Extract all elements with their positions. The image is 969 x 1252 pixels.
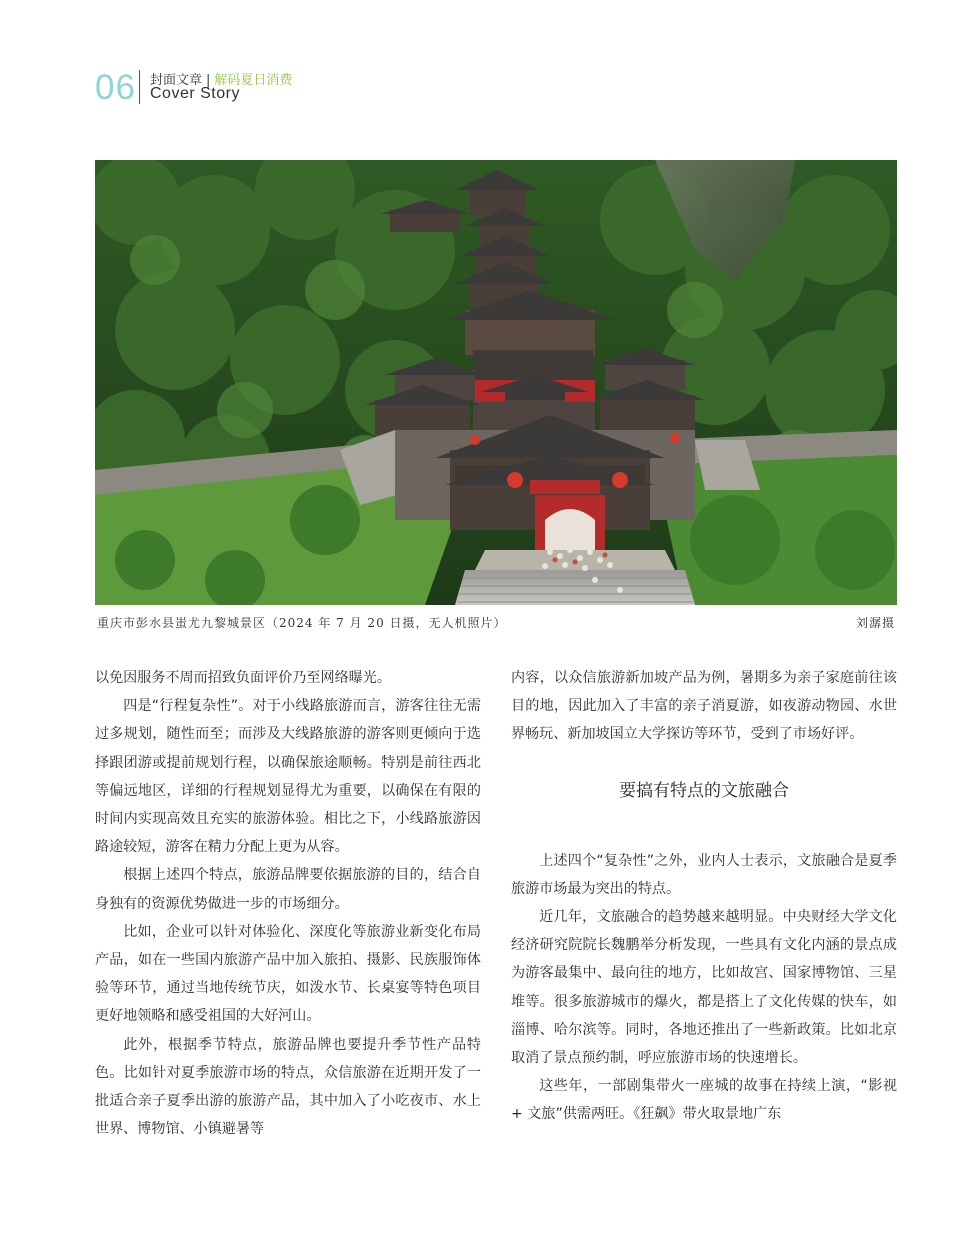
- paragraph: 此外，根据季节特点，旅游品牌也要提升季节性产品特色。比如针对夏季旅游市场的特点，众信旅游在近期开发了一批适合亲子夏季出游的旅游产品，其中加入了小吃夜市、水上世界、博物馆、小镇避暑等: [95, 1036, 481, 1138]
- red-gate: [535, 495, 605, 555]
- paragraph: 上述四个“复杂性”之外，业内人士表示，文旅融合是夏季旅游市场最为突出的特点。: [511, 852, 897, 897]
- header-separator: |: [206, 73, 211, 88]
- paragraph: 以免因服务不周而招致负面评价乃至网络曝光。: [95, 670, 391, 686]
- photo-credit: 刘潺摄: [855, 616, 895, 630]
- paragraph: 这些年，一部剧集带火一座城的故事在持续上演，“影视 + 文旅”供需两旺。《狂飙》带火取景地广东: [511, 1078, 897, 1123]
- photo-caption: [95, 614, 897, 630]
- header-divider: [139, 70, 140, 104]
- front-staircase: [455, 570, 695, 605]
- paragraph: 近几年，文旅融合的趋势越来越明显。中央财经大学文化经济研究院院长魏鹏举分析发现，一些具有文化内涵的景点成为游客最集中、最向往的地方，比如故宫、国家博物馆、三星堆等。很多旅游城市的爆火，都是搭上了文化传媒的快车，如淄博、哈尔滨等。同时，各地还推出了一些新政策。比如北京取消了景点预约制，呼应旅游市场的快速增长。: [511, 909, 897, 1067]
- paragraph: 内容，以众信旅游新加坡产品为例，暑期多为亲子家庭前往该目的地，因此加入了丰富的亲子消夏游，如夜游动物园、水世界畅玩、新加坡国立大学探访等环节，受到了市场好评。: [511, 670, 897, 743]
- paragraph: 根据上述四个特点，旅游品牌要依据旅游的目的，结合自身独有的资源优势做进一步的市场细分。: [95, 867, 481, 912]
- column-name: 封面文章: [150, 73, 203, 88]
- caption-text: 重庆市彭水县蚩尤九黎城景区（2024 年 7 月 20 日摄，无人机照片）: [97, 616, 507, 630]
- page-number: 06: [95, 68, 136, 107]
- column-name-english: Cover Story: [150, 85, 240, 102]
- article-column-left: [95, 664, 481, 1143]
- article-column-right: [511, 664, 897, 1129]
- topic-label: 解码夏日消费: [214, 73, 293, 88]
- cover-photo: [95, 160, 897, 605]
- paragraph: 四是“行程复杂性”。对于小线路旅游而言，游客往往无需过多规划，随性而至；而涉及大线路旅游的游客则更倾向于选择跟团游或提前规划行程，以确保旅途顺畅。特别是前往西北等偏远地区，详细的行程规划显得尤为重要，以确保在有限的时间内实现高效且充实的旅游体验。相比之下，小线路旅游因路途较短，游客在精力分配上更为从容。: [95, 698, 481, 856]
- section-heading: 要搞有特点的文旅融合: [619, 780, 789, 801]
- paragraph: 比如，企业可以针对体验化、深度化等旅游业新变化布局产品，如在一些国内旅游产品中加入旅拍、摄影、民族服饰体验等环节，通过当地传统节庆，如泼水节、长桌宴等特色项目更好地领略和感受祖国的大好河山。: [95, 923, 481, 1025]
